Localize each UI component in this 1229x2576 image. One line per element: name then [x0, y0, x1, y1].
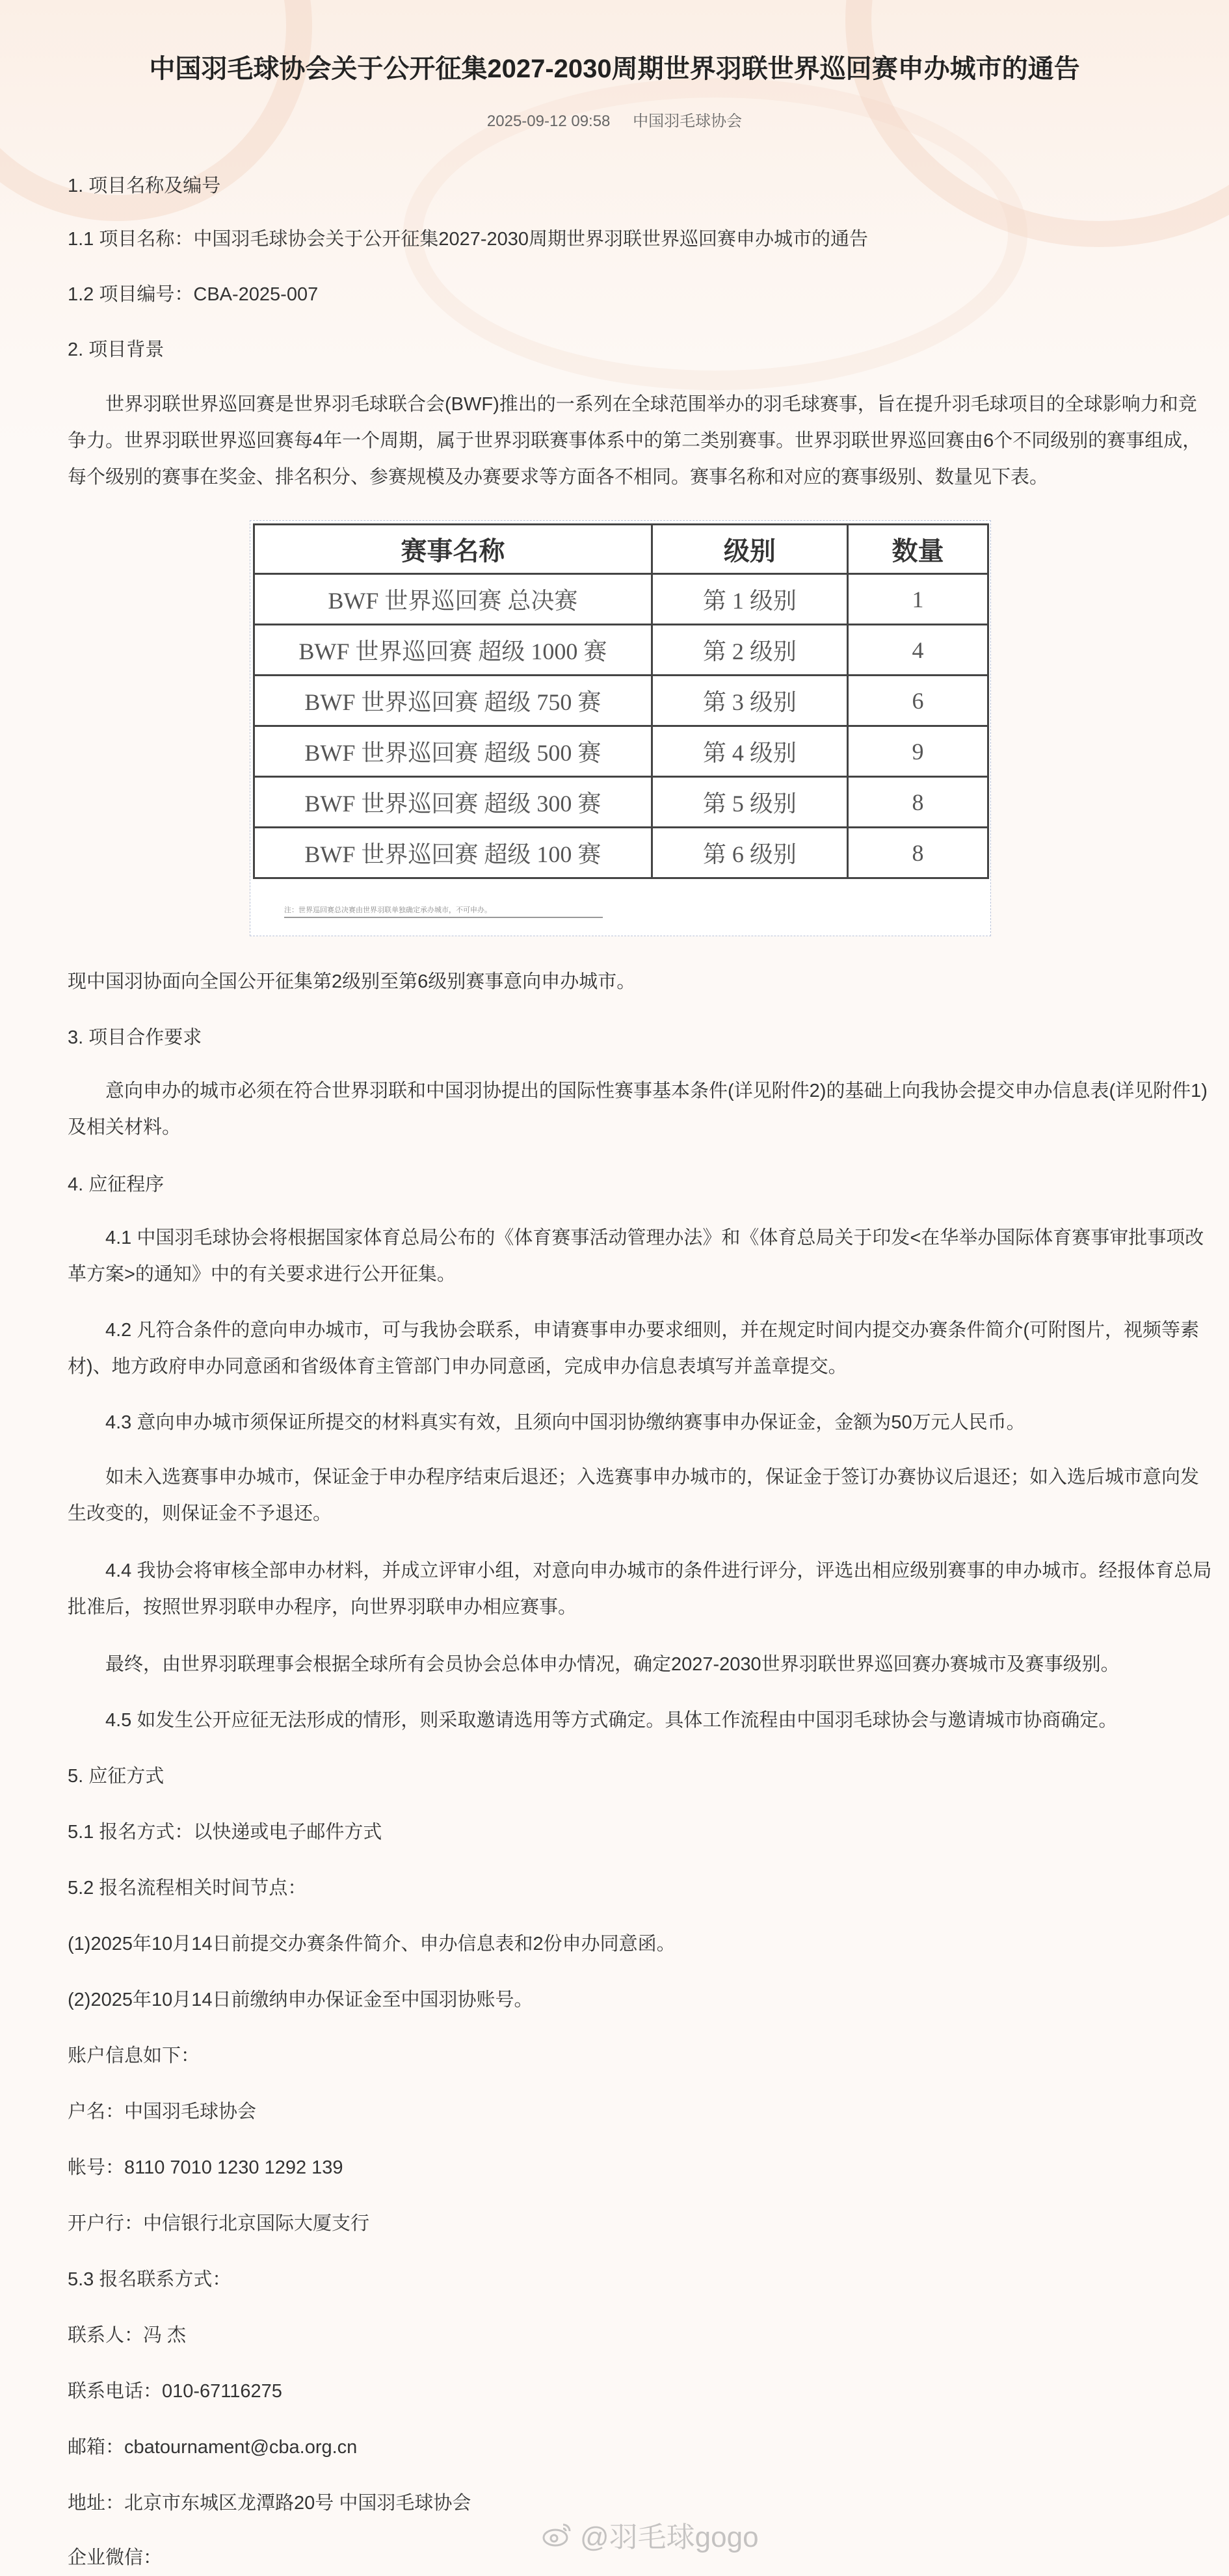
table-cell-level: 第 1 级别	[652, 574, 847, 625]
table-cell-count: 4	[848, 625, 988, 676]
table-row	[254, 676, 988, 726]
table-row	[254, 777, 988, 828]
cooperation-paragraph: 意向申办的城市必须在符合世界羽联和中国羽协提出的国际性赛事基本条件(详见附件2)的基础上向我协会提交申办信息表(详见附件1)及相关材料。	[68, 1081, 1208, 1138]
article-meta	[0, 108, 1229, 131]
procedure-4-3: 4.3 意向申办城市须保证所提交的材料真实有效，且须向中国羽协缴纳赛事申办保证金，金额为50万元人民币。	[105, 1412, 1025, 1433]
table-header-name: 赛事名称	[254, 525, 652, 574]
table-cell-name: BWF 世界巡回赛 超级 500 赛	[254, 726, 652, 777]
table-header-row	[254, 525, 988, 574]
procedure-4-5: 4.5 如发生公开应征无法形成的情形，则采取邀请选用等方式确定。具体工作流程由中国羽毛球协会与邀请城市协商确定。	[105, 1710, 1118, 1731]
watermark-text: @羽毛球gogo	[580, 2521, 759, 2553]
announcement-line: 现中国羽协面向全国公开征集第2级别至第6级别赛事意向申办城市。	[68, 971, 636, 992]
procedure-4-2: 4.2 凡符合条件的意向申办城市，可与我协会联系，申请赛事申办要求细则，并在规定时间内提交办赛条件简介(可附图片，视频等素材)、地方政府申办同意函和省级体育主管部门申办同意函，完成申办信息表填写并盖章提交。	[68, 1320, 1200, 1377]
account-number: 帐号：8110 7010 1230 1292 139	[68, 2157, 343, 2178]
publish-source: 中国羽毛球协会	[633, 112, 743, 130]
weibo-icon	[541, 2521, 574, 2548]
table-row	[254, 828, 988, 878]
contact-heading: 5.3 报名联系方式：	[68, 2269, 231, 2290]
section-heading: 3. 项目合作要求	[68, 1027, 202, 1048]
signup-method: 5.1 报名方式：以快递或电子邮件方式	[68, 1822, 382, 1843]
section-heading: 1. 项目名称及编号	[68, 176, 221, 196]
project-number: 1.2 项目编号：CBA-2025-007	[68, 284, 319, 305]
section-heading: 5. 应征方式	[68, 1766, 165, 1787]
contact-email: 邮箱：cbatournament@cba.org.cn	[68, 2437, 358, 2458]
project-name: 1.1 项目名称：中国羽毛球协会关于公开征集2027-2030周期世界羽联世界巡回赛申办城市的通告	[68, 229, 869, 250]
table-cell-count: 9	[848, 726, 988, 777]
tournament-table-image	[250, 520, 991, 936]
table-header-level: 级别	[652, 525, 847, 574]
background-paragraph: 世界羽联世界巡回赛是世界羽毛球联合会(BWF)推出的一系列在全球范围举办的羽毛球赛事，旨在提升羽毛球项目的全球影响力和竞争力。世界羽联世界巡回赛每4年一个周期，属于世界羽联赛事体系中的第二类别赛事。世界羽联世界巡回赛由6个不同级别的赛事组成，每个级别的赛事在奖金、排名积分、参赛规模及办赛要求等方面各不相同。赛事名称和对应的赛事级别、数量见下表。	[68, 394, 1202, 488]
final-decision-paragraph: 最终，由世界羽联理事会根据全球所有会员协会总体申办情况，确定2027-2030世界羽联世界巡回赛办赛城市及赛事级别。	[105, 1654, 1120, 1675]
table-header-count: 数量	[848, 525, 988, 574]
contact-address: 地址：北京市东城区龙潭路20号 中国羽毛球协会	[68, 2493, 471, 2514]
table-cell-level: 第 5 级别	[652, 777, 847, 828]
section-heading: 4. 应征程序	[68, 1174, 165, 1195]
table-cell-name: BWF 世界巡回赛 超级 1000 赛	[254, 625, 652, 676]
tournament-table	[253, 523, 989, 879]
table-cell-count: 8	[848, 777, 988, 828]
contact-person: 联系人：冯 杰	[68, 2325, 187, 2346]
table-row	[254, 625, 988, 676]
weibo-watermark	[541, 2514, 759, 2555]
table-cell-name: BWF 世界巡回赛 超级 300 赛	[254, 777, 652, 828]
timeline-item: (1)2025年10月14日前提交办赛条件简介、申办信息表和2份申办同意函。	[68, 1934, 676, 1954]
table-cell-name: BWF 世界巡回赛 超级 750 赛	[254, 676, 652, 726]
contact-phone: 联系电话：010-67116275	[68, 2381, 282, 2402]
account-name: 户名：中国羽毛球协会	[68, 2101, 257, 2122]
table-cell-name: BWF 世界巡回赛 超级 100 赛	[254, 828, 652, 878]
table-cell-level: 第 3 级别	[652, 676, 847, 726]
publish-date: 2025-09-12 09:58	[486, 112, 611, 130]
deposit-paragraph: 如未入选赛事申办城市，保证金于申办程序结束后退还；入选赛事申办城市的，保证金于签订办赛协议后退还；如入选后城市意向发生改变的，则保证金不予退还。	[68, 1467, 1200, 1524]
account-bank: 开户行：中信银行北京国际大厦支行	[68, 2213, 370, 2234]
signup-timeline: 5.2 报名流程相关时间节点：	[68, 1878, 307, 1899]
table-row	[254, 574, 988, 625]
table-cell-name: BWF 世界巡回赛 总决赛	[254, 574, 652, 625]
table-cell-level: 第 2 级别	[652, 625, 847, 676]
table-row	[254, 726, 988, 777]
account-info-heading: 账户信息如下：	[68, 2045, 200, 2066]
table-cell-count: 8	[848, 828, 988, 878]
table-cell-level: 第 6 级别	[652, 828, 847, 878]
article-title: 中国羽毛球协会关于公开征集2027-2030周期世界羽联世界巡回赛申办城市的通告	[149, 55, 1080, 83]
table-note: 注：世界巡回赛总决赛由世界羽联单独确定承办城市，不可申办。	[284, 904, 603, 918]
table-cell-level: 第 4 级别	[652, 726, 847, 777]
wechat-label: 企业微信：	[68, 2547, 163, 2568]
procedure-4-1: 4.1 中国羽毛球协会将根据国家体育总局公布的《体育赛事活动管理办法》和《体育总局关于印发<在华举办国际体育赛事审批事项改革方案>的通知》中的有关要求进行公开征集。	[68, 1228, 1204, 1285]
procedure-4-4: 4.4 我协会将审核全部申办材料，并成立评审小组，对意向申办城市的条件进行评分，评选出相应级别赛事的申办城市。经报体育总局批准后，按照世界羽联申办程序，向世界羽联申办相应赛事。	[68, 1560, 1212, 1618]
table-cell-count: 1	[848, 574, 988, 625]
section-heading: 2. 项目背景	[68, 339, 165, 360]
timeline-item: (2)2025年10月14日前缴纳申办保证金至中国羽协账号。	[68, 1990, 533, 2010]
table-cell-count: 6	[848, 676, 988, 726]
